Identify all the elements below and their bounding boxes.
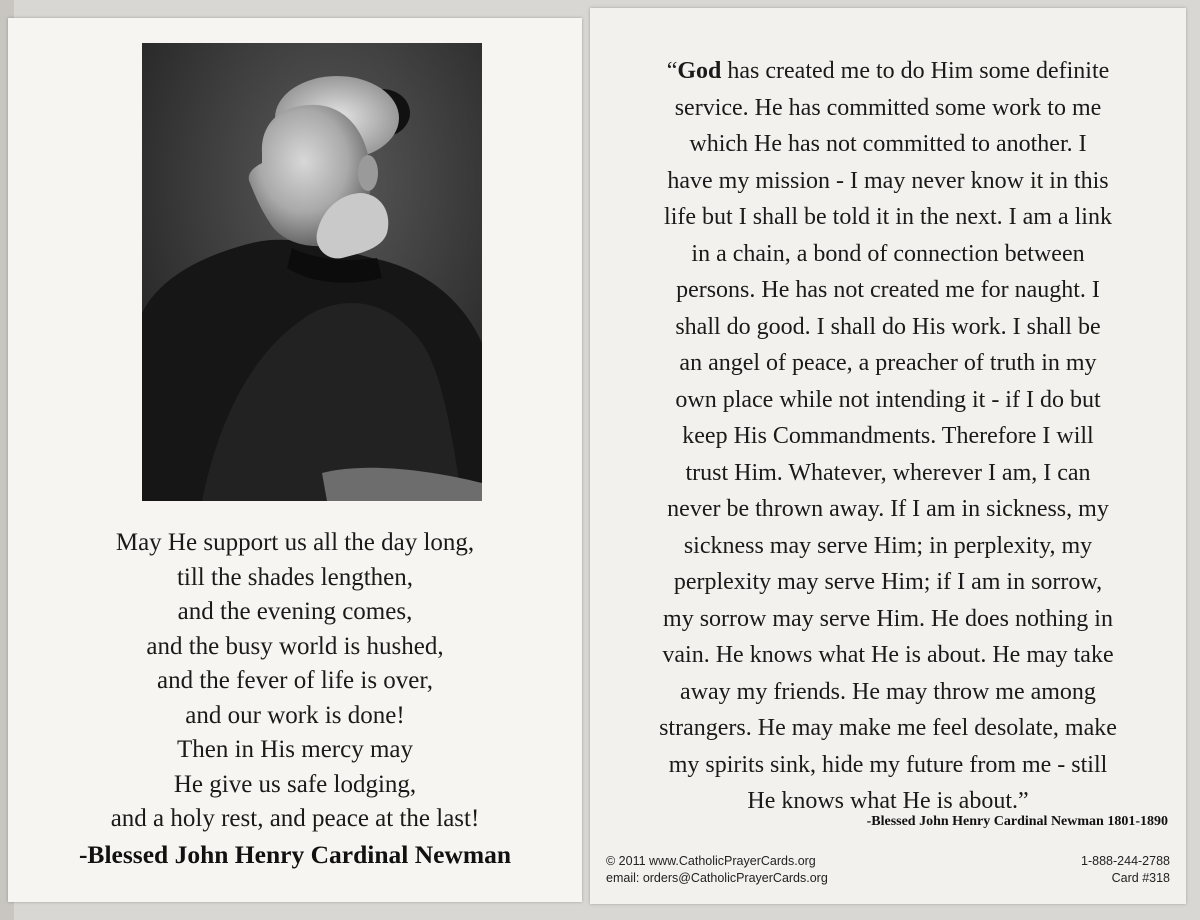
quote-text-segment: strangers. He may make me feel desolate, make <box>659 715 1117 741</box>
footer-card-info <box>1081 853 1170 887</box>
card-number: Card #318 <box>1111 871 1170 885</box>
quote-text-segment: has created me to do Him some definite <box>721 58 1110 84</box>
poem-line: He give us safe lodging, <box>173 770 417 798</box>
quote-text-segment: He knows what He is about.” <box>747 788 1029 814</box>
quote-text-segment: service. He has committed some work to me <box>674 94 1102 121</box>
poem-line: till the shades lengthen, <box>176 563 414 591</box>
quote-line <box>590 272 1186 309</box>
quote-line <box>590 491 1186 528</box>
quote-line <box>590 418 1186 455</box>
email-text: email: orders@CatholicPrayerCards.org <box>606 871 828 885</box>
prayer-card-front <box>8 18 582 902</box>
quote-text-segment: life but I shall be told it in the next. I am a link <box>664 204 1112 230</box>
quote-text-segment: persons. He has not created me for naught. I <box>676 277 1100 303</box>
quote-text-segment: perplexity may serve Him; if I am in sorrow, <box>673 569 1103 595</box>
quote-line <box>590 90 1186 127</box>
quote-text-segment: trust Him. Whatever, wherever I am, I can <box>685 459 1091 486</box>
quote-text-segment: never be thrown away. If I am in sickness, my <box>667 496 1109 522</box>
quote-line <box>590 528 1186 565</box>
quote-text-segment: my sorrow may serve Him. He does nothing in <box>663 605 1113 632</box>
quote-line <box>590 126 1186 163</box>
poem-line: and a holy rest, and peace at the last! <box>110 805 480 832</box>
quote-text-segment: vain. He knows what He is about. He may take <box>662 642 1114 668</box>
quote-text <box>590 53 1186 820</box>
quote-line <box>590 382 1186 419</box>
prayer-card-back <box>590 8 1186 904</box>
poem-line: and the busy world is hushed, <box>146 632 444 660</box>
quote-line <box>590 601 1186 638</box>
quote-line <box>590 710 1186 747</box>
quote-text-segment: away my friends. He may throw me among <box>680 678 1096 705</box>
quote-line <box>590 564 1186 601</box>
footer-contact <box>606 853 828 887</box>
poem-line: May He support us all the day long, <box>115 529 475 556</box>
quote-line <box>590 637 1186 674</box>
quote-text-segment: shall do good. I shall do His work. I shall be <box>675 313 1101 340</box>
quote-line <box>590 199 1186 236</box>
poem-line: and our work is done! <box>185 701 405 729</box>
quote-text-segment: have my mission - I may never know it in this <box>667 167 1109 194</box>
quote-line <box>590 674 1186 711</box>
poem-line: and the fever of life is over, <box>157 667 433 694</box>
quote-line <box>590 309 1186 346</box>
quote-text-segment: an angel of peace, a preacher of truth in my <box>679 350 1097 376</box>
quote-text-segment: “ <box>666 58 678 84</box>
poem-line: Then in His mercy may <box>176 736 414 763</box>
portrait-image <box>142 43 482 501</box>
quote-text-segment: keep His Commandments. Therefore I will <box>682 423 1094 449</box>
quote-text-segment: which He has not committed to another. I <box>689 131 1087 157</box>
quote-text-segment: sickness may serve Him; in perplexity, my <box>683 532 1093 559</box>
quote-text-segment: own place while not intending it - if I do but <box>675 386 1101 413</box>
quote-line <box>590 163 1186 200</box>
back-attribution: -Blessed John Henry Cardinal Newman 1801-1890 <box>866 814 1168 829</box>
portrait-photo <box>142 43 482 501</box>
quote-line <box>590 345 1186 382</box>
poem-line: and the evening comes, <box>177 598 413 625</box>
copyright-text: © 2011 www.CatholicPrayerCards.org <box>606 854 816 868</box>
poem-text <box>8 526 582 837</box>
quote-emphasis: God <box>677 58 722 84</box>
quote-line <box>590 53 1186 90</box>
quote-text-segment: in a chain, a bond of connection between <box>691 240 1085 267</box>
quote-line <box>590 236 1186 273</box>
front-attribution: -Blessed John Henry Cardinal Newman <box>78 840 512 869</box>
quote-line <box>590 455 1186 492</box>
phone-number: 1-888-244-2788 <box>1081 854 1170 868</box>
quote-text-segment: my spirits sink, hide my future from me - still <box>668 751 1108 778</box>
quote-line <box>590 747 1186 784</box>
